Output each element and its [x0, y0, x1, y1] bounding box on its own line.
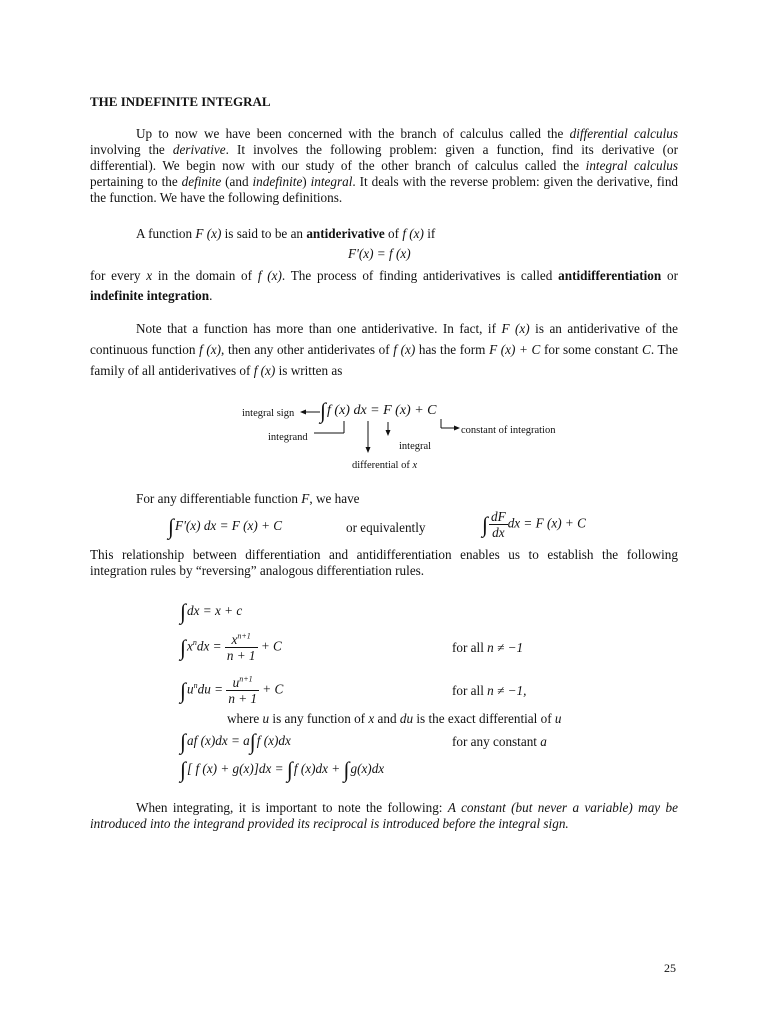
rule-sum: ∫[ f (x) + g(x)]dx = ∫f (x)dx + ∫g(x)dx	[180, 757, 385, 782]
ftc-formula-left: ∫F'(x) dx = F (x) + C	[168, 514, 283, 539]
page-number: 25	[664, 961, 676, 975]
integral-formula: ∫f (x) dx = F (x) + C	[320, 398, 437, 423]
rule-power-u: $\int u^ndu$ = $\frac{u^{n+1}}{n + 1}$ + C	[180, 674, 284, 706]
diagram-arrows	[0, 0, 768, 480]
rule-power-u-condition: for all n ≠ −1,	[452, 683, 527, 698]
differential-label: differential of x	[352, 460, 418, 471]
or-equivalently-text: or equivalently	[346, 520, 426, 535]
ftc-intro: For any differentiable function F, we have	[136, 491, 360, 506]
section-title: THE INDEFINITE INTEGRAL	[90, 94, 271, 109]
rule-dx: ∫dx = x + c	[180, 599, 243, 624]
definition-continuation: for every x in the domain of f (x). The process of finding antiderivatives is called antidifferentiation or indefinite integration.	[90, 268, 678, 303]
antiderivative-definition: A function F (x) is said to be an antiderivative of f (x) if	[136, 226, 436, 241]
where-note: where u is any function of x and du is the exact differential of u	[227, 711, 562, 726]
rule-constant-multiple: ∫af (x)dx = a∫f (x)dx	[180, 729, 291, 754]
rule-power-x-condition: for all n ≠ −1	[452, 640, 524, 655]
integral-label: integral	[399, 441, 432, 452]
integrand-label: integrand	[268, 432, 308, 443]
definition-formula: F'(x) = f (x)	[348, 246, 411, 261]
relationship-paragraph: This relationship between differentiation and antidifferentiation enables us to establish the following integration rules by “reversing” analogous differentiation rules.	[90, 547, 678, 578]
integral-diagram	[0, 0, 768, 480]
integral-sign-icon: ∫	[320, 398, 327, 423]
closing-paragraph: When integrating, it is important to note the following: A constant (but never a variable) may be introduced into the integrand provided its reciprocal is introduced before the integral sign.	[90, 800, 678, 831]
rule-constant-multiple-condition: for any constant a	[452, 734, 547, 749]
rule-power-x: $\int x^ndx$ = $\frac{x^{n+1}}{n + 1}$ + C	[180, 631, 282, 663]
note-paragraph: Note that a function has more than one antiderivative. In fact, if F (x) is an antiderivative of the continuous function f (x), then any other antiderivates of f (x) has the form F (x) + C for some constant C. The family of all antiderivatives of f (x) is written as	[90, 321, 679, 378]
ftc-formula-right: ∫ $\frac{dF}{dx}$ dx = F (x) + C	[482, 509, 586, 540]
constant-of-integration-label: constant of integration	[461, 425, 556, 436]
intro-paragraph: Up to now we have been concerned with the branch of calculus called the differential calculus involving the derivative. It involves the following problem: given a function, find its derivative (or differential). We begin now with our study of the other branch of calculus called the integral calculus pertaining to the definite (and indefinite) integral. It deals with the reverse problem: given the derivative, find the function. We have the following definitions.	[90, 126, 679, 205]
integral-sign-label: integral sign	[242, 408, 295, 419]
